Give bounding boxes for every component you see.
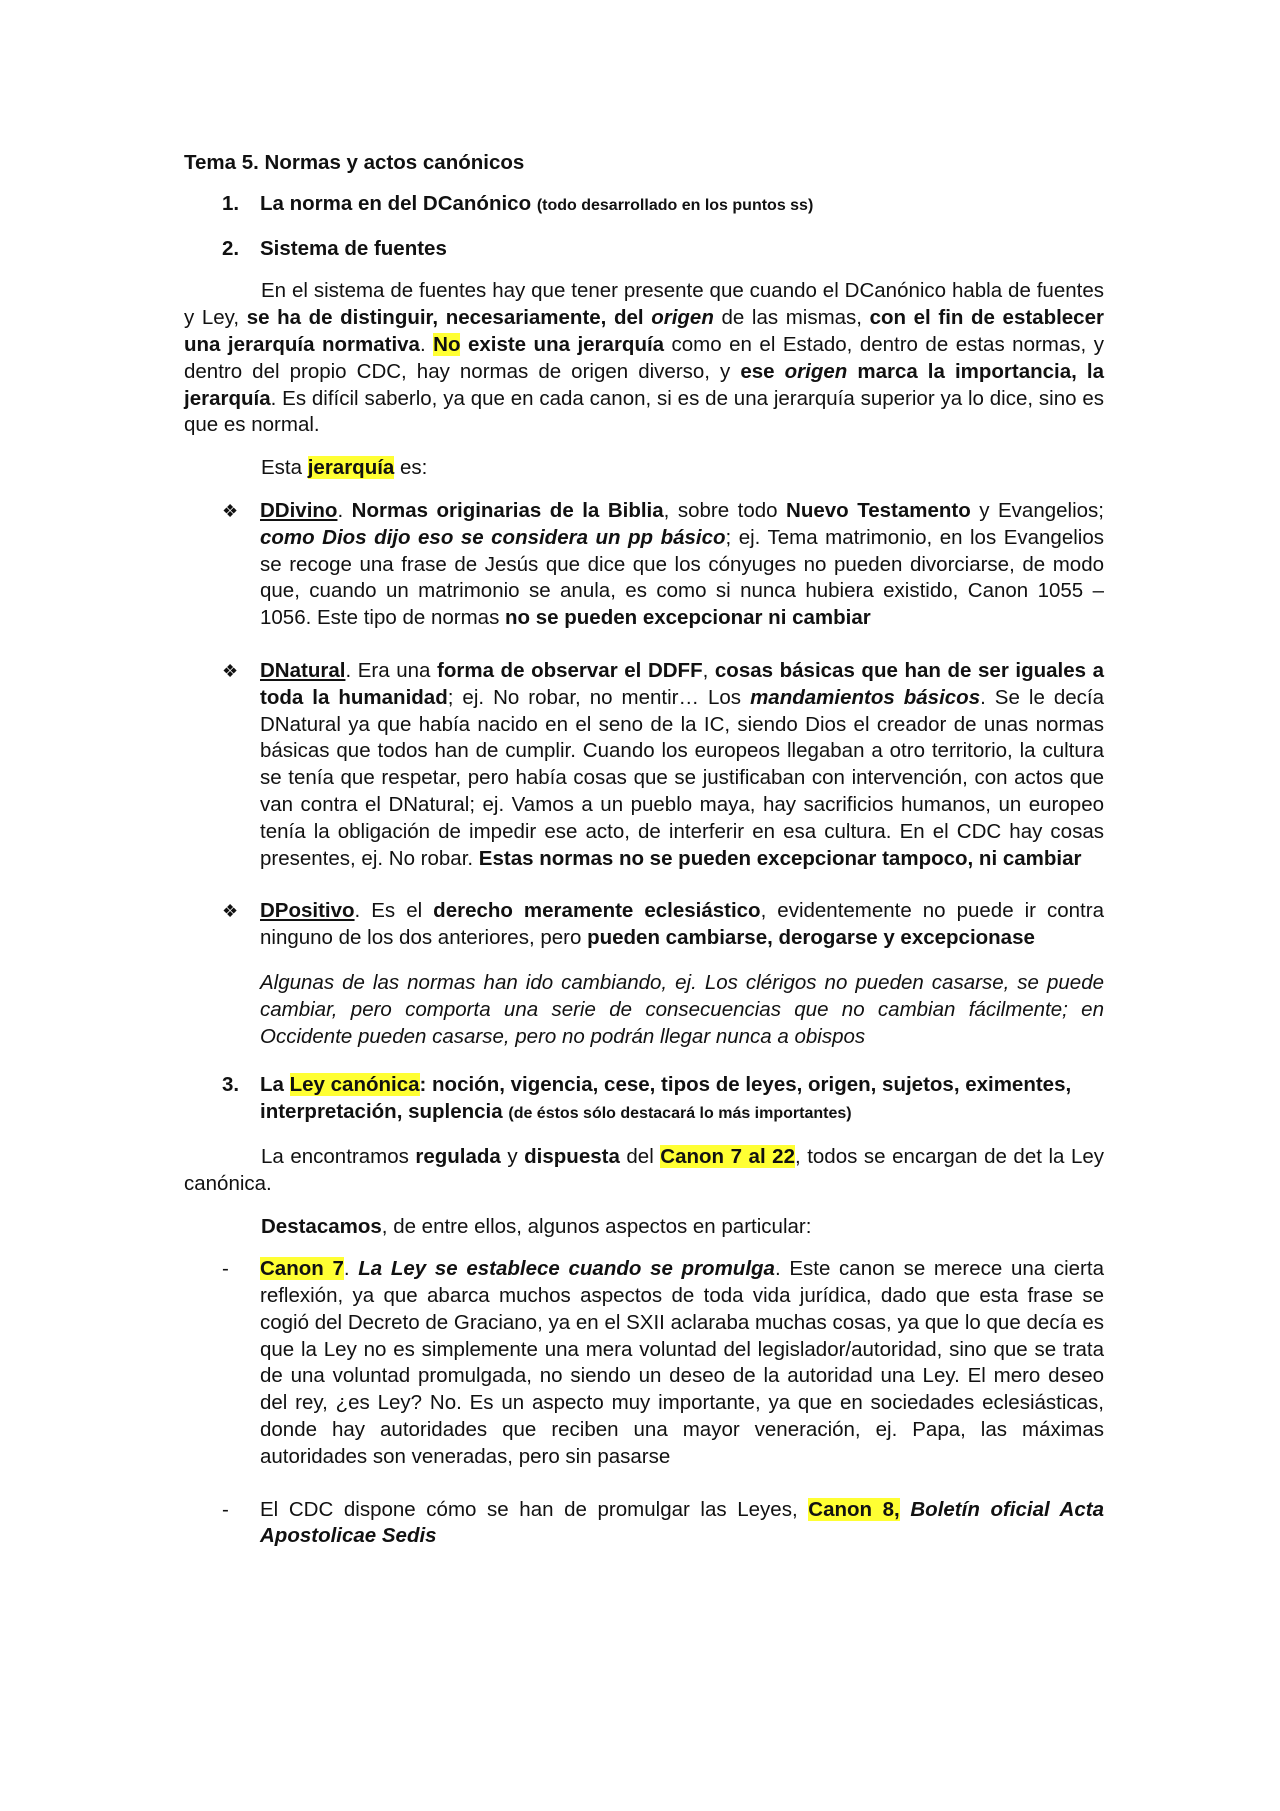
bullet-ddivino: ❖ DDivino. Normas originarias de la Biblia, sobre todo Nuevo Testamento y Evangelios; como Dios dijo eso se considera un pp básico; ej. Tema matrimonio, en los Evangelios se recoge una frase de Jesús que dice que los cónyuges no pueden divorciarse, de modo que, cuando un matrimonio se anula, es como si nunca hubiera existido, Canon 1055 – 1056. Este tipo de normas no se pueden excepcionar ni cambiar bbox=[184, 498, 1104, 632]
page-title: Tema 5. Normas y actos canónicos bbox=[184, 151, 525, 174]
italic-note: Algunas de las normas han ido cambiando, ej. Los clérigos no pueden casarse, se puede cambiar, pero comporta una serie de consecuencias que no cambian fácilmente; en Occidente pueden casarse, pero no podrán llegar nunca a obispos bbox=[260, 970, 1104, 1048]
dash-item-canon-7: - Canon 7. La Ley se establece cuando se promulga. Este canon se merece una cierta reflexión, ya que abarca muchos aspectos de toda vida jurídica, dado que esta frase se cogió del Decreto de Graciano, ya en el SXII aclaraba muchas cosas, ya que lo que decía es que la Ley no es simplemente una mera voluntad del legislador/autoridad, sino que se trata de una voluntad promulgada, no siendo un deseo de la autoridad una Ley. El mero deseo del rey, ¿es Ley? No. Es un aspecto muy importante, ya que en sociedades eclesiásticas, donde hay autoridades que reciben una mayor veneración, ej. Papa, las máximas autoridades son veneradas, pero sin pasarse bbox=[222, 1257, 1104, 1468]
section-heading-3: 3. La Ley canónica: noción, vigencia, cese, tipos de leyes, origen, sujetos, eximentes, interpretación, suplencia (de éstos sólo destacará lo más importantes) bbox=[222, 1073, 1072, 1124]
bullet-dnatural: ❖ DNatural. Era una forma de observar el DDFF, cosas básicas que han de ser iguales a toda la humanidad; ej. No robar, no mentir… Los mandamientos básicos. Se le decía DNatural ya que había nacido en el seno de la IC, siendo Dios el creador de unas normas básicas que todos han de cumplir. Cuando los europeos llegaban a otro territorio, la cultura se tenía que respetar, pero había cosas que se justificaban con intervención, con actos que van contra el DNatural; ej. Vamos a un pueblo maya, hay sacrificios humanos, un europeo tenía la obligación de impedir ese acto, de interferir en esa cultura. En el CDC hay cosas presentes, ej. No robar. Estas normas no se pueden excepcionar tampoco, ni cambiar bbox=[184, 658, 1104, 872]
paragraph-sistema-fuentes: En el sistema de fuentes hay que tener presente que cuando el DCanónico habla de fuentes y Ley, se ha de distinguir, necesariamente, del origen de las mismas, con el fin de establecer una jerarquía normativa. No existe una jerarquía como en el Estado, dentro de estas normas, y dentro del propio CDC, hay normas de origen diverso, y ese origen marca la importancia, la jerarquía. Es difícil saberlo, ya que en cada canon, si es de una jerarquía superior ya lo dice, sino es que es normal. bbox=[184, 279, 1104, 437]
diamond-bullet-icon: ❖ bbox=[222, 660, 239, 681]
paragraph-ley-canonica: La encontramos regulada y dispuesta del Canon 7 al 22, todos se encargan de det la Ley canónica. bbox=[184, 1144, 1105, 1195]
document-page bbox=[184, 150, 1104, 1576]
paragraph-jerarquia: Esta jerarquía es: bbox=[261, 456, 428, 480]
diamond-bullet-icon: ❖ bbox=[222, 901, 239, 922]
section-heading-1: 1. La norma en del DCanónico (todo desarrollado en los puntos ss) bbox=[222, 191, 814, 215]
diamond-bullet-icon: ❖ bbox=[222, 500, 239, 521]
section-heading-2: 2. Sistema de fuentes bbox=[222, 236, 447, 260]
bullet-dpositivo: ❖ DPositivo. Es el derecho meramente eclesiástico, evidentemente no puede ir contra ninguno de los dos anteriores, pero pueden cambiarse, derogarse y excepcionase bbox=[184, 898, 1104, 952]
dash-item-canon-8: - El CDC dispone cómo se han de promulgar las Leyes, Canon 8, Boletín oficial Acta Apostolicae Sedis bbox=[222, 1497, 1104, 1548]
paragraph-destacamos: Destacamos, de entre ellos, algunos aspectos en particular: bbox=[261, 1214, 812, 1238]
